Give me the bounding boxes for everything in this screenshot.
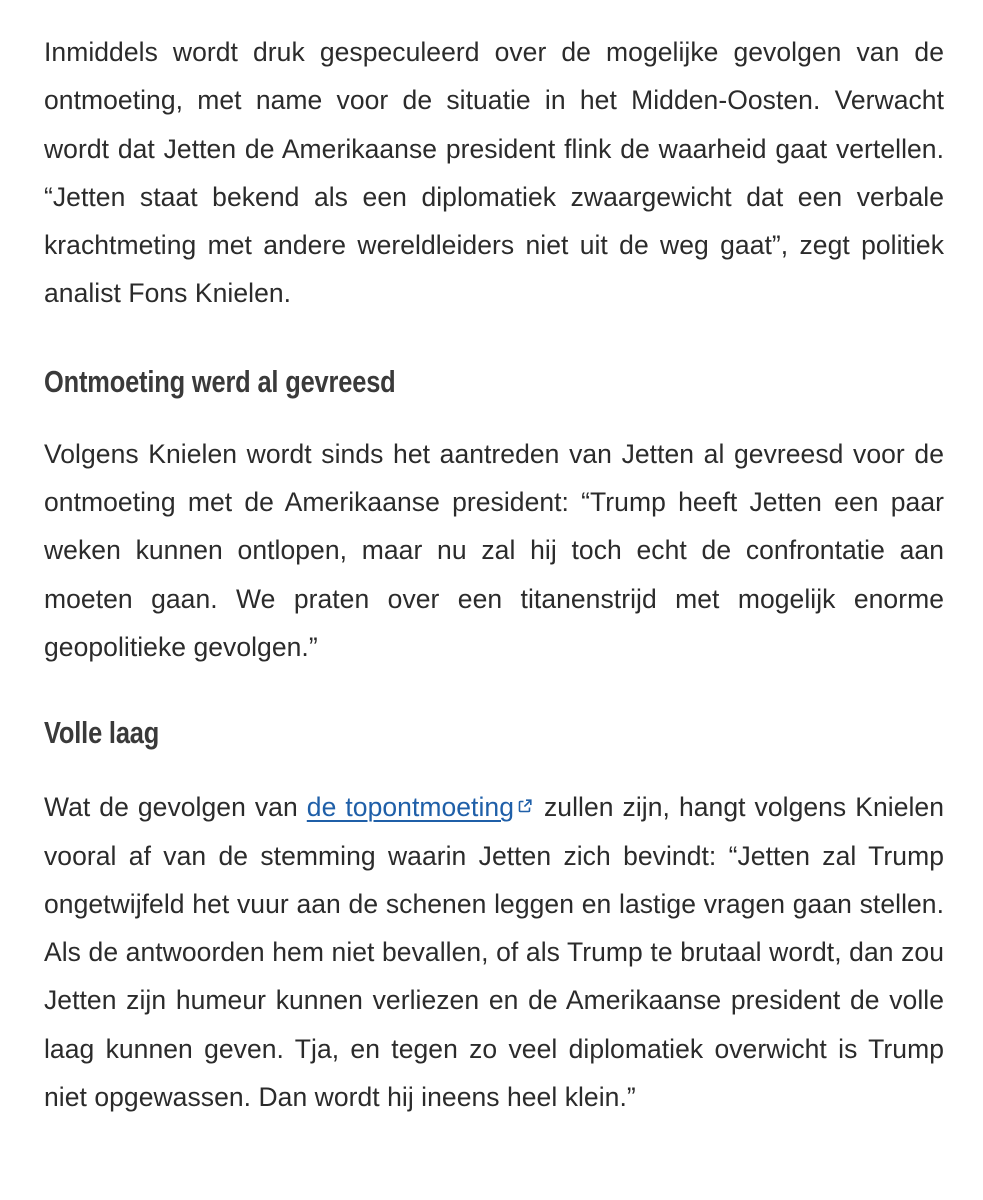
section-heading-volle-laag: Volle laag: [44, 715, 160, 751]
section-heading-ontmoeting: Ontmoeting werd al gevreesd: [44, 363, 396, 399]
topontmoeting-link[interactable]: [307, 792, 535, 822]
article-body: [44, 28, 944, 1121]
external-link-icon: [517, 798, 533, 814]
link-text: de topontmoeting: [306, 792, 514, 823]
paragraph-knielen-fear: Volgens Knielen wordt sinds het aantreden van Jetten al gevreesd voor de ontmoeting met de Amerikaanse president: “Trump heeft Jetten een paar weken kunnen ontlopen, maar nu zal hij toch echt de confrontatie aan moeten gaan. We praten over een titanenstrijd met mogelijk enorme geopolitieke gevolgen.”: [44, 438, 944, 662]
paragraph-text-after-link: zullen zijn, hangt volgens Knielen vooral af van de stemming waarin Jetten zich bevindt: “Jetten zal Trump ongetwijfeld het vuur aan de schenen leggen en lastige vragen gaan stellen. Als de antwoorden hem niet bevallen, of als Trump te brutaal wordt, dan zou Jetten zijn humeur kunnen verliezen en de Amerikaanse president de volle laag kunnen geven. Tja, en tegen zo veel diplomatiek overwicht is Trump niet opgewassen. Dan wordt hij ineens heel klein.”: [44, 792, 944, 1113]
paragraph-consequences: [44, 783, 944, 1121]
paragraph-speculation: Inmiddels wordt druk gespeculeerd over de mogelijke gevolgen van de ontmoeting, met name voor de situatie in het Midden-Oosten. Verwacht wordt dat Jetten de Amerikaanse president flink de waarheid gaat vertellen. “Jetten staat bekend als een diplomatiek zwaargewicht dat een verbale krachtmeting met andere wereldleiders niet uit de weg gaat”, zegt politiek analist Fons Knielen.: [44, 37, 944, 309]
paragraph-text-before-link: Wat de gevolgen van: [44, 792, 307, 823]
